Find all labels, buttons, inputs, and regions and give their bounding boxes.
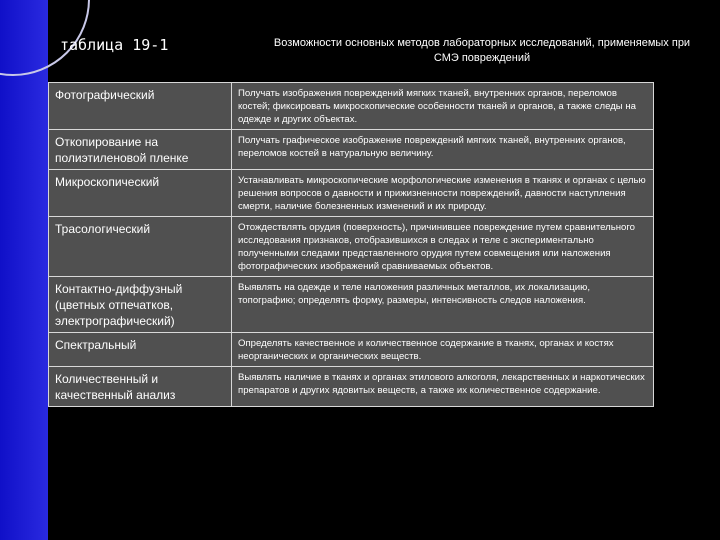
table-row [49, 333, 654, 367]
slide-heading: Возможности основных методов лабораторных исследований, применяемых при СМЭ повреждений [273, 37, 691, 64]
method-description: Отождествлять орудия (поверхность), причинившее повреждение путем сравнительного исследования признаков, отобразившихся в следах и теле с экспериментально полученными следами представленного орудия путем совмещения или наложения фотографических изображений сравниваемых объектов. [232, 217, 654, 277]
method-description: Выявлять на одежде и теле наложения различных металлов, их локализацию, топографию; определять форму, размеры, интенсивность следов наложения. [232, 277, 654, 333]
method-name: Откопирование на полиэтиленовой пленке [49, 130, 232, 170]
method-name: Фотографический [49, 83, 232, 130]
method-name: Контактно-диффузный (цветных отпечатков, электрографический) [49, 277, 232, 333]
table-row [49, 83, 654, 130]
methods-table [48, 82, 654, 407]
method-name: Трасологический [49, 217, 232, 277]
method-name: Количественный и качественный анализ [49, 367, 232, 407]
method-name: Микроскопический [49, 170, 232, 217]
method-description: Устанавливать микроскопические морфологические изменения в тканях и органах с целью решения вопросов о давности и прижизненности повреждений, давности наступления смерти, наличие болезненных изменений и их природу. [232, 170, 654, 217]
method-description: Получать изображения повреждений мягких тканей, внутренних органов, переломов костей; фиксировать микроскопические особенности тканей и органов, а также следы на одежде и других объектах. [232, 83, 654, 130]
blue-side-band [0, 0, 48, 540]
method-description: Получать графическое изображение повреждений мягких тканей, внутренних органов, переломов костей в натуральную величину. [232, 130, 654, 170]
table-label: таблица 19-1 [60, 36, 169, 54]
table-row [49, 130, 654, 170]
table-row [49, 367, 654, 407]
table-row [49, 277, 654, 333]
method-description: Выявлять наличие в тканях и органах этилового алкоголя, лекарственных и наркотических препаратов и других ядовитых веществ, а также их количественное содержание. [232, 367, 654, 407]
method-description: Определять качественное и количественное содержание в тканях, органах и костях неорганических и органических веществ. [232, 333, 654, 367]
table-row [49, 170, 654, 217]
method-name: Спектральный [49, 333, 232, 367]
table-row [49, 217, 654, 277]
